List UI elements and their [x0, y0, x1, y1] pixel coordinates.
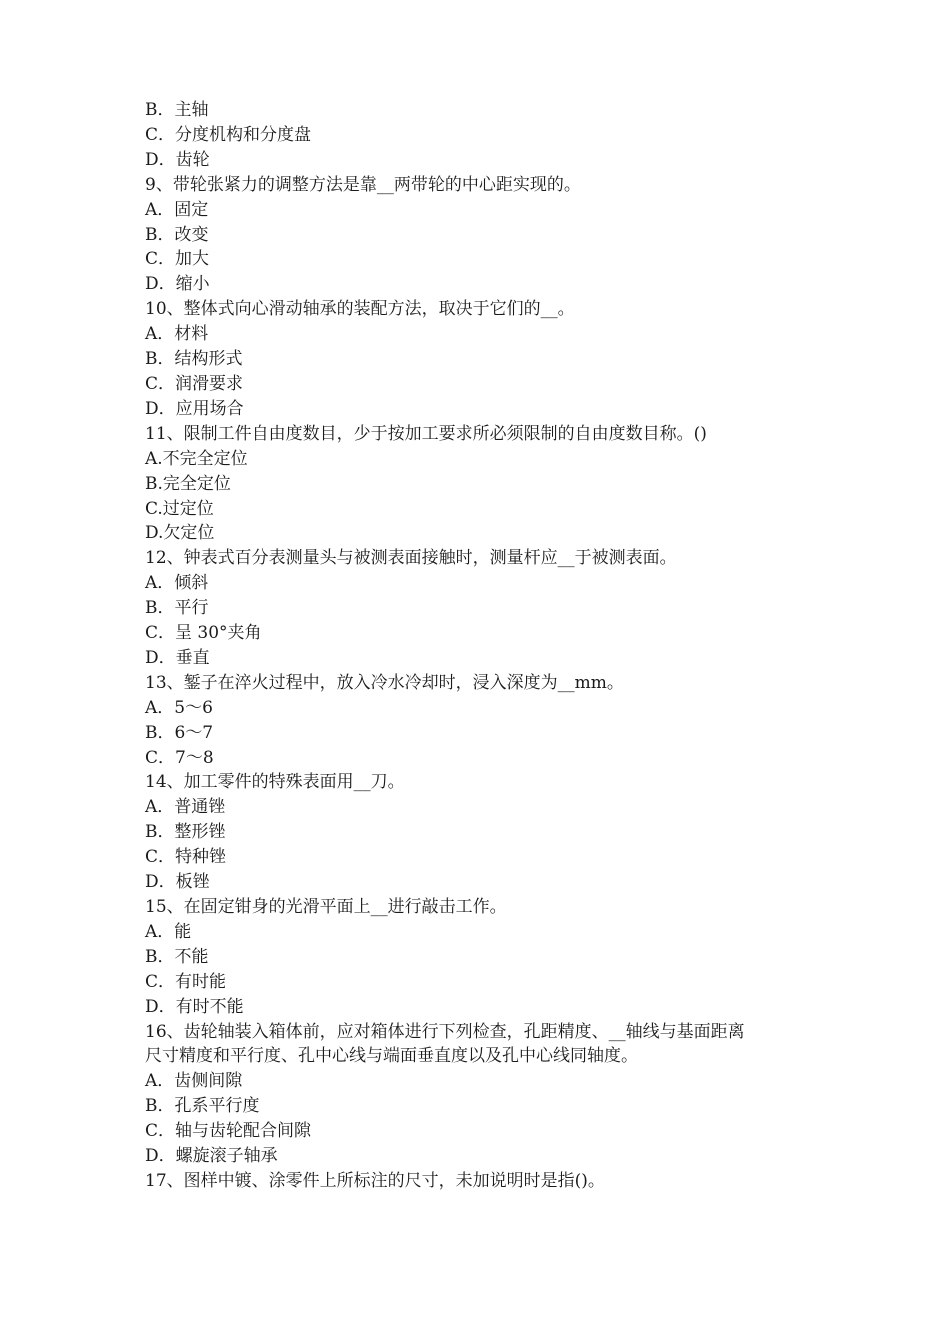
- text-line: C．7～8: [145, 747, 214, 768]
- text-line: B．孔系平行度: [145, 1096, 260, 1117]
- text-line: C．特种锉: [145, 847, 227, 868]
- text-line: B.完全定位: [145, 473, 231, 494]
- text-line: C．润滑要求: [145, 373, 244, 394]
- text-line: 尺寸精度和平行度、孔中心线与端面垂直度以及孔中心线同轴度。: [145, 1046, 638, 1067]
- text-line: C．分度机构和分度盘: [145, 124, 312, 145]
- text-line: 12、钟表式百分表测量头与被测表面接触时，测量杆应__于被测表面。: [145, 548, 677, 569]
- text-line: B．主轴: [145, 100, 209, 120]
- text-line: D．齿轮: [145, 149, 210, 170]
- text-line: D.欠定位: [145, 523, 215, 544]
- text-line: 15、在固定钳身的光滑平面上__进行敲击工作。: [145, 897, 507, 917]
- question-text-block: [145, 98, 825, 1194]
- text-line: B．6～7: [145, 722, 214, 743]
- text-line: B．整形锉: [145, 822, 226, 843]
- text-line: D．板锉: [145, 872, 210, 893]
- text-line: 14、加工零件的特殊表面用__刀。: [145, 772, 405, 793]
- text-line: A．普通锉: [145, 797, 226, 818]
- text-line: A．齿侧间隙: [145, 1071, 243, 1092]
- text-line: B．平行: [145, 598, 209, 619]
- text-line: C．加大: [145, 249, 210, 270]
- text-line: A．倾斜: [145, 573, 209, 594]
- text-line: C.过定位: [145, 498, 214, 519]
- text-line: B．不能: [145, 946, 209, 967]
- text-line: 11、限制工件自由度数目，少于按加工要求所必须限制的自由度数目称。(): [145, 423, 707, 444]
- text-line: A．5～6: [145, 697, 213, 718]
- text-line: C．轴与齿轮配合间隙: [145, 1121, 312, 1142]
- text-line: D．垂直: [145, 647, 210, 668]
- text-line: 17、图样中镀、涂零件上所标注的尺寸，未加说明时是指()。: [145, 1170, 605, 1191]
- text-line: C．呈 30°夹角: [145, 623, 262, 644]
- text-line: A.不完全定位: [145, 448, 248, 469]
- text-line: B．结构形式: [145, 349, 243, 370]
- text-line: D．缩小: [145, 274, 210, 295]
- text-line: D．螺旋滚子轴承: [145, 1146, 278, 1167]
- text-line: 13、錾子在淬火过程中，放入冷水冷却时，浸入深度为__mm。: [145, 672, 624, 693]
- text-line: D．应用场合: [145, 398, 244, 419]
- text-line: 10、整体式向心滑动轴承的装配方法，取决于它们的__。: [145, 299, 575, 320]
- text-line: C．有时能: [145, 971, 227, 992]
- text-line: A．材料: [145, 324, 209, 345]
- text-line: D．有时不能: [145, 996, 244, 1017]
- text-line: B．改变: [145, 224, 209, 245]
- text-line: A．能: [145, 921, 192, 942]
- text-line: 16、齿轮轴装入箱体前，应对箱体进行下列检查，孔距精度、__轴线与基面距离: [145, 1021, 745, 1042]
- text-line: A．固定: [145, 199, 209, 220]
- text-line: 9、带轮张紧力的调整方法是靠__两带轮的中心距实现的。: [145, 174, 581, 195]
